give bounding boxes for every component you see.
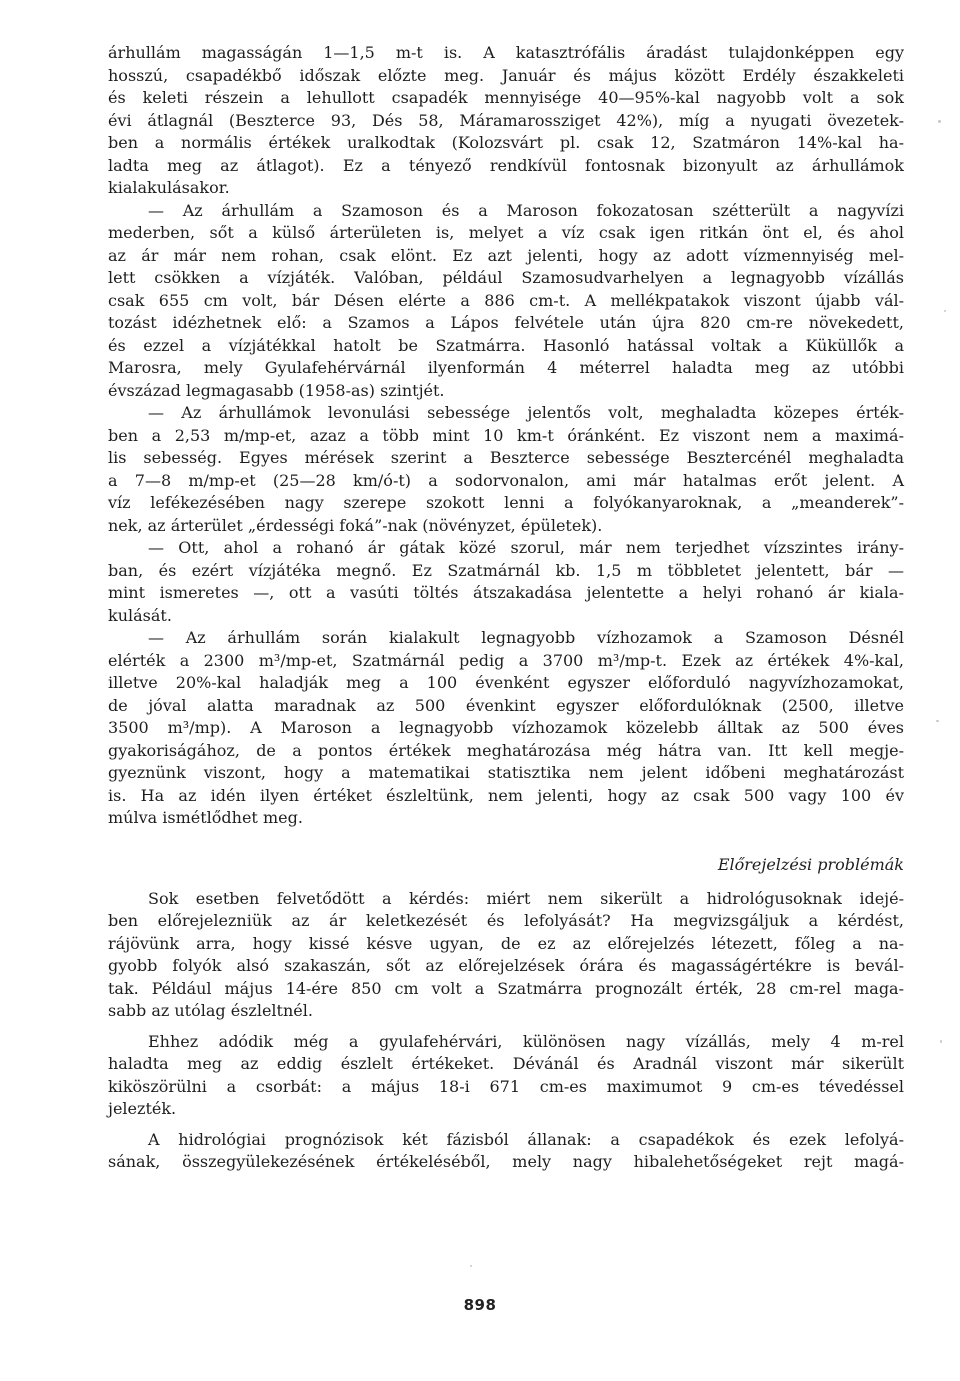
text-line: sabb az utólag észleltnél. — [108, 1001, 313, 1020]
paragraph-5 — [108, 627, 904, 830]
text-line: haladta meg az eddig észlelt értékeket. Dévánál és Aradnál viszont már sikerült — [108, 1054, 904, 1073]
text-line: csak 655 cm volt, bár Désen elérte a 886 cm-t. A mellékpatakok viszont újabb vál- — [108, 290, 904, 310]
text-line: A hidrológiai prognózisok két fázisból állanak: a csapadékok és ezek lefolyá- — [148, 1129, 904, 1149]
scan-speck — [938, 120, 941, 123]
text-line: ben a normális értékek uralkodtak (Kolozsvárt pl. csak 12, Szatmáron 14%-kal ha- — [108, 133, 904, 152]
text-line: elérték a 2300 m³/mp-et, Szatmárnál pedig a 3700 m³/mp-t. Ezek az értékek 4%-kal, — [108, 650, 904, 670]
text-line: kialakulásakor. — [108, 178, 230, 197]
text-line: rájövünk arra, hogy kissé késve ugyan, de ez az előrejelzés létezett, főleg a na- — [108, 933, 904, 953]
text-line: és ezzel a vízjátékkal hatolt be Szatmárra. Hasonló hatással voltak a Küküllők a — [108, 335, 904, 355]
paragraph-8 — [108, 1129, 904, 1174]
page-number: 898 — [463, 1296, 497, 1314]
text-line: mint ismeretes —, ott a vasúti töltés átszakadása jelentette a helyi rohanó ár kiala- — [108, 583, 904, 602]
text-line: Marosra, mely Gyulafehérvárnál ilyenformán 4 méterrel haladta meg az utóbbi — [108, 358, 904, 377]
scan-speck — [470, 1265, 472, 1267]
text-line: ladta meg az átlagot). Ez a tényező rendkívül fontosnak bizonyult az árhullámok — [108, 155, 904, 175]
paragraph-7 — [108, 1031, 904, 1121]
text-line: Sok esetben felvetődött a kérdés: miért nem sikerült a hidrológusoknak idejé- — [148, 888, 904, 908]
text-line: lett csökken a vízjáték. Valóban, például Szamosudvarhelyen a legnagyobb vízállás — [108, 268, 904, 287]
text-line: tozást idézhetnek elő: a Szamos a Lápos felvétele után újra 820 cm-re növekedett, — [108, 313, 904, 332]
text-line: — Ott, ahol a rohanó ár gátak közé szorul, már nem terjedhet vízszintes irány- — [148, 538, 904, 557]
text-line: kiköszörülni a csorbát: a május 18-i 671 cm-es maximumot 9 cm-es tévedéssel — [108, 1076, 904, 1096]
text-line: kulását. — [108, 605, 172, 625]
text-line: gyakoriságához, de a pontos értékek meghatározása még hátra van. Itt kell megje- — [108, 740, 904, 760]
text-line: víz lefékezésében nagy szerepe szokott lenni a folyókanyaroknak, a „meanderek”- — [108, 493, 904, 512]
scan-speck — [944, 310, 946, 312]
paragraph-4 — [108, 537, 904, 627]
scan-speck — [940, 1040, 942, 1043]
text-line: — Az árhullám a Szamoson és a Maroson fokozatosan szétterült a nagyvízi — [148, 200, 904, 220]
paragraph-6 — [108, 888, 904, 1023]
paragraph-2 — [108, 200, 904, 403]
paragraph-1 — [108, 42, 904, 200]
text-line: lis sebesség. Egyes mérések szerint a Beszterce sebessége Besztercénél meghaladta — [108, 448, 904, 467]
text-line: sának, összegyülekezésének értékeléséből, mely nagy hibalehetőségeket rejt magá- — [108, 1152, 904, 1171]
body-text — [108, 42, 904, 1174]
text-line: az ár már nem rohan, csak elönt. Ez azt jelenti, hogy az adott vízmennyiség mel- — [108, 245, 904, 265]
text-line: Ehhez adódik még a gyulafehérvári, különösen nagy vízállás, mely 4 m-rel — [148, 1031, 904, 1051]
text-line: gyeznünk viszont, hogy a matematikai statisztika nem jelent időbeni meghatározást — [108, 763, 904, 782]
text-line: múlva ismétlődhet meg. — [108, 808, 303, 827]
section-spacer — [108, 878, 904, 888]
text-line: illetve 20%-kal haladják meg a 100 évenként egyszer előforduló nagyvízhozamokat, — [108, 673, 904, 692]
text-line: gyobb folyók alsó szakaszán, sőt az előrejelzések órára és magasságértékre is bevál- — [108, 956, 904, 975]
paragraph-spacer — [108, 1121, 904, 1129]
text-line: árhullám magasságán 1—1,5 m-t is. A katasztrófális áradást tulajdonképpen egy — [108, 43, 904, 62]
text-line: jelezték. — [108, 1099, 177, 1118]
text-line: 3500 m³/mp). A Maroson a legnagyobb vízhozamok közelebb álltak az 500 éves — [108, 718, 904, 737]
text-line: nek, az árterület „érdességi foká”-nak (növényzet, épületek). — [108, 515, 603, 535]
text-line: tak. Például május 14-ére 850 cm volt a Szatmárra prognozált érték, 28 cm-rel maga- — [108, 978, 904, 998]
text-line: és keleti részein a lehullott csapadék mennyisége 40—95%-kal nagyobb volt a sok — [108, 88, 904, 107]
text-line: a 7—8 m/mp-et (25—28 km/ó-t) a sodorvonalon, ami már hatalmas erőt jelent. A — [108, 470, 904, 490]
text-line: — Az árhullám során kialakult legnagyobb vízhozamok a Szamoson Désnél — [148, 628, 904, 647]
text-line: hosszú, csapadékbő időszak előzte meg. Január és május között Erdély északkeleti — [108, 65, 904, 85]
text-line: mederben, sőt a külső árterületen is, melyet a víz csak igen ritkán önt el, és ahol — [108, 223, 904, 242]
text-line: évszázad legmagasabb (1958-as) szintjét. — [108, 380, 445, 400]
text-line: ben előrejelezniük az ár keletkezését és lefolyását? Ha megvizsgáljuk a kérdést, — [108, 911, 904, 930]
text-line: de jóval alatta maradnak az 500 évenkint egyszer előfordulóknak (2500, illetve — [108, 695, 904, 715]
section-heading: Előrejelzési problémák — [717, 854, 904, 874]
paragraph-3 — [108, 402, 904, 537]
section-spacer — [108, 830, 904, 852]
text-line: évi átlagnál (Beszterce 93, Dés 58, Máramarossziget 42%), míg a nyugati övezetek- — [108, 110, 904, 130]
text-line: ben a 2,53 m/mp-et, azaz a több mint 10 km-t óránként. Ez viszont nem a maximá- — [108, 425, 904, 445]
paragraph-spacer — [108, 1023, 904, 1031]
scan-speck — [936, 720, 939, 722]
text-line: — Az árhullámok levonulási sebessége jelentős volt, meghaladta közepes érték- — [148, 403, 904, 422]
text-line: ban, és ezért vízjátéka megnő. Ez Szatmárnál kb. 1,5 m többletet jelentett, bár — — [108, 560, 904, 580]
text-line: is. Ha az idén ilyen értéket észleltünk, nem jelenti, hogy az csak 500 vagy 100 év — [108, 785, 904, 805]
